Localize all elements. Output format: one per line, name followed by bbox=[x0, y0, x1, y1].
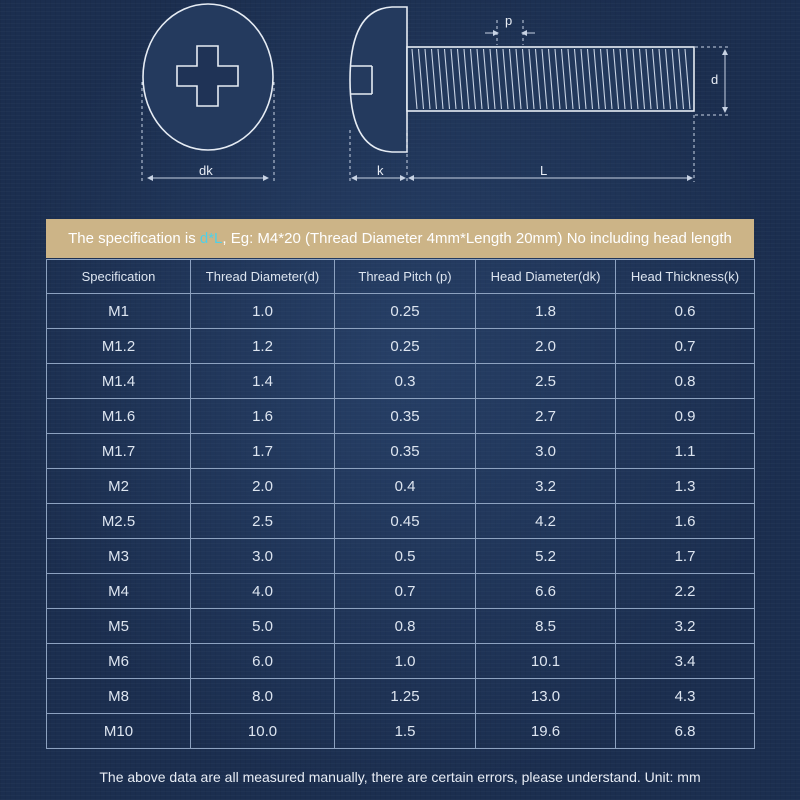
cell-spec: M5 bbox=[47, 609, 191, 644]
cell-head-thickness: 1.3 bbox=[616, 469, 755, 504]
cell-head-thickness: 0.8 bbox=[616, 364, 755, 399]
cell-head-diameter: 2.7 bbox=[476, 399, 616, 434]
table-row bbox=[47, 714, 755, 749]
cell-thread-diameter: 1.0 bbox=[191, 294, 335, 329]
cell-spec: M2 bbox=[47, 469, 191, 504]
cell-head-thickness: 3.2 bbox=[616, 609, 755, 644]
table-row bbox=[47, 609, 755, 644]
cell-head-thickness: 6.8 bbox=[616, 714, 755, 749]
table-row bbox=[47, 644, 755, 679]
cell-thread-pitch: 0.25 bbox=[335, 329, 476, 364]
cell-spec: M8 bbox=[47, 679, 191, 714]
cell-thread-diameter: 3.0 bbox=[191, 539, 335, 574]
cell-head-diameter: 2.0 bbox=[476, 329, 616, 364]
table-row bbox=[47, 329, 755, 364]
cell-spec: M4 bbox=[47, 574, 191, 609]
cell-spec: M1.2 bbox=[47, 329, 191, 364]
cell-thread-diameter: 1.6 bbox=[191, 399, 335, 434]
cell-spec: M1.7 bbox=[47, 434, 191, 469]
cell-head-thickness: 3.4 bbox=[616, 644, 755, 679]
cell-head-thickness: 0.9 bbox=[616, 399, 755, 434]
cell-head-thickness: 2.2 bbox=[616, 574, 755, 609]
cell-head-diameter: 3.2 bbox=[476, 469, 616, 504]
header-specification: Specification bbox=[47, 260, 191, 294]
dim-label-p: p bbox=[505, 13, 513, 28]
cell-head-thickness: 1.6 bbox=[616, 504, 755, 539]
header-head-diameter: Head Diameter(dk) bbox=[476, 260, 616, 294]
cell-head-diameter: 10.1 bbox=[476, 644, 616, 679]
cell-thread-diameter: 1.7 bbox=[191, 434, 335, 469]
cell-head-thickness: 1.1 bbox=[616, 434, 755, 469]
table-row bbox=[47, 399, 755, 434]
cell-head-diameter: 13.0 bbox=[476, 679, 616, 714]
table-row bbox=[47, 434, 755, 469]
header-head-thickness: Head Thickness(k) bbox=[616, 260, 755, 294]
table-row bbox=[47, 364, 755, 399]
banner-prefix: The specification is bbox=[68, 230, 200, 247]
cell-thread-diameter: 2.0 bbox=[191, 469, 335, 504]
cell-head-diameter: 6.6 bbox=[476, 574, 616, 609]
table-body bbox=[47, 294, 755, 749]
cell-head-thickness: 0.6 bbox=[616, 294, 755, 329]
cell-thread-pitch: 0.3 bbox=[335, 364, 476, 399]
cell-thread-diameter: 2.5 bbox=[191, 504, 335, 539]
cell-spec: M1.4 bbox=[47, 364, 191, 399]
cell-thread-pitch: 0.35 bbox=[335, 399, 476, 434]
screw-dimension-diagram bbox=[0, 0, 800, 215]
specification-banner bbox=[46, 219, 754, 258]
cell-thread-pitch: 1.5 bbox=[335, 714, 476, 749]
cell-head-diameter: 1.8 bbox=[476, 294, 616, 329]
table-row bbox=[47, 679, 755, 714]
banner-highlight: d*L bbox=[199, 230, 223, 247]
table-row bbox=[47, 294, 755, 329]
cell-thread-pitch: 1.0 bbox=[335, 644, 476, 679]
cell-head-diameter: 5.2 bbox=[476, 539, 616, 574]
header-thread-diameter: Thread Diameter(d) bbox=[191, 260, 335, 294]
header-thread-pitch: Thread Pitch (p) bbox=[335, 260, 476, 294]
cell-thread-pitch: 0.35 bbox=[335, 434, 476, 469]
table-row bbox=[47, 504, 755, 539]
dim-label-dk: dk bbox=[199, 163, 213, 178]
cell-head-diameter: 2.5 bbox=[476, 364, 616, 399]
cell-thread-pitch: 0.4 bbox=[335, 469, 476, 504]
cell-thread-diameter: 6.0 bbox=[191, 644, 335, 679]
cell-thread-pitch: 0.25 bbox=[335, 294, 476, 329]
cell-thread-diameter: 1.4 bbox=[191, 364, 335, 399]
banner-suffix: , Eg: M4*20 (Thread Diameter 4mm*Length 20mm) No including head length bbox=[222, 230, 732, 247]
dim-label-k: k bbox=[377, 163, 384, 178]
cell-head-thickness: 0.7 bbox=[616, 329, 755, 364]
cell-thread-pitch: 1.25 bbox=[335, 679, 476, 714]
cell-thread-diameter: 8.0 bbox=[191, 679, 335, 714]
cell-spec: M10 bbox=[47, 714, 191, 749]
cell-thread-pitch: 0.45 bbox=[335, 504, 476, 539]
dim-label-l: L bbox=[540, 163, 548, 178]
cell-head-diameter: 3.0 bbox=[476, 434, 616, 469]
table-row bbox=[47, 574, 755, 609]
cell-thread-diameter: 10.0 bbox=[191, 714, 335, 749]
screw-head-top-view bbox=[143, 4, 273, 150]
cell-head-thickness: 4.3 bbox=[616, 679, 755, 714]
cell-head-diameter: 4.2 bbox=[476, 504, 616, 539]
cell-thread-pitch: 0.8 bbox=[335, 609, 476, 644]
cell-thread-diameter: 1.2 bbox=[191, 329, 335, 364]
cell-head-diameter: 19.6 bbox=[476, 714, 616, 749]
table-row bbox=[47, 539, 755, 574]
cell-thread-diameter: 4.0 bbox=[191, 574, 335, 609]
table-header-row bbox=[47, 260, 755, 294]
screw-side-view bbox=[350, 7, 694, 152]
cell-spec: M1 bbox=[47, 294, 191, 329]
cell-spec: M6 bbox=[47, 644, 191, 679]
cell-spec: M2.5 bbox=[47, 504, 191, 539]
cell-spec: M3 bbox=[47, 539, 191, 574]
cell-spec: M1.6 bbox=[47, 399, 191, 434]
cell-head-diameter: 8.5 bbox=[476, 609, 616, 644]
cell-thread-pitch: 0.5 bbox=[335, 539, 476, 574]
cell-thread-pitch: 0.7 bbox=[335, 574, 476, 609]
cell-thread-diameter: 5.0 bbox=[191, 609, 335, 644]
footnote: The above data are all measured manually, there are certain errors, please understand. Unit: mm bbox=[99, 769, 701, 785]
dim-label-d: d bbox=[711, 72, 719, 87]
table-row bbox=[47, 469, 755, 504]
specification-table bbox=[46, 259, 755, 749]
cell-head-thickness: 1.7 bbox=[616, 539, 755, 574]
